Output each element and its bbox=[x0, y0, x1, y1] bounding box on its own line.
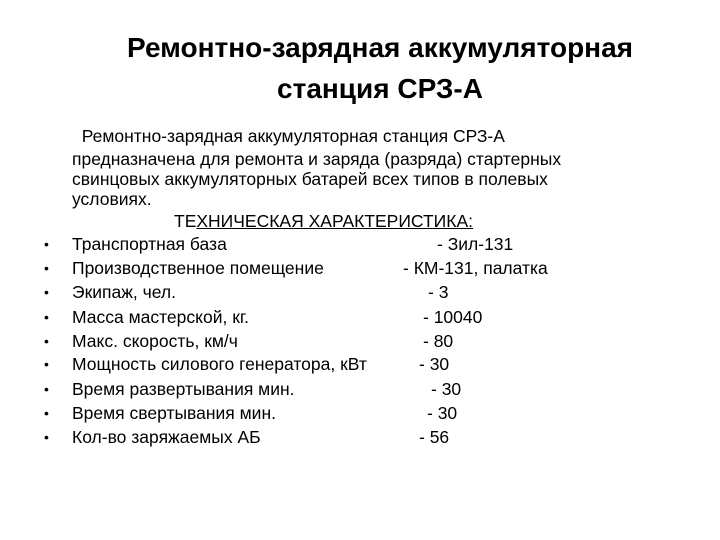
bullet-icon: • bbox=[44, 405, 49, 421]
spec-label: Транспортная база bbox=[72, 234, 227, 254]
spec-value: - 80 bbox=[423, 331, 454, 351]
spec-label: Производственное помещение bbox=[72, 258, 324, 278]
spec-row-battery-count bbox=[0, 425, 720, 449]
spec-label: Экипаж, чел. bbox=[72, 282, 176, 302]
spec-label: Макс. скорость, км/ч bbox=[72, 331, 238, 351]
spec-label: Мощность силового генератора, кВт bbox=[72, 354, 367, 374]
spec-value: - КМ-131, палатка bbox=[403, 258, 548, 278]
bullet-icon: • bbox=[44, 429, 49, 445]
specs-heading-prefix: ТЕ bbox=[174, 211, 197, 231]
spec-row-mass bbox=[0, 305, 720, 329]
bullet-icon: • bbox=[44, 356, 49, 372]
slide-title-line-1: Ремонтно-зарядная аккумуляторная bbox=[126, 32, 633, 63]
spec-label: Масса мастерской, кг. bbox=[72, 307, 249, 327]
spec-value: - 30 bbox=[427, 403, 458, 423]
specs-heading-underlined: ХНИЧЕСКАЯ ХАРАКТЕРИСТИКА: bbox=[196, 211, 473, 231]
spec-row-production-room bbox=[0, 256, 720, 280]
intro-line-2: предназначена для ремонта и заряда (разряда) стартерных bbox=[72, 149, 562, 169]
bullet-icon: • bbox=[44, 333, 49, 349]
bullet-icon: • bbox=[44, 236, 49, 252]
spec-label: Время свертывания мин. bbox=[72, 403, 276, 423]
spec-row-generator-power bbox=[0, 352, 720, 376]
spec-label: Кол-во заряжаемых АБ bbox=[72, 427, 261, 447]
intro-line-3: свинцовых аккумуляторных батарей всех типов в полевых bbox=[72, 169, 548, 189]
slide-title-line-2: станция СРЗ-А bbox=[277, 73, 483, 104]
specs-heading bbox=[174, 211, 473, 231]
spec-label: Время развертывания мин. bbox=[72, 379, 295, 399]
spec-value: - Зил-131 bbox=[437, 234, 514, 254]
spec-value: - 56 bbox=[419, 427, 450, 447]
intro-line-4: условиях. bbox=[72, 189, 152, 209]
spec-value: - 10040 bbox=[423, 307, 483, 327]
bullet-icon: • bbox=[44, 309, 49, 325]
spec-row-transport-base bbox=[0, 232, 720, 256]
spec-value: - 3 bbox=[428, 282, 449, 302]
bullet-icon: • bbox=[44, 381, 49, 397]
spec-row-max-speed bbox=[0, 329, 720, 353]
spec-row-crew bbox=[0, 280, 720, 304]
spec-row-fold-time bbox=[0, 401, 720, 425]
bullet-icon: • bbox=[44, 284, 49, 300]
bullet-icon: • bbox=[44, 260, 49, 276]
spec-value: - 30 bbox=[419, 354, 450, 374]
spec-value: - 30 bbox=[431, 379, 462, 399]
spec-row-deploy-time bbox=[0, 377, 720, 401]
intro-line-1: Ремонтно-зарядная аккумуляторная станция СРЗ-А bbox=[72, 126, 505, 146]
